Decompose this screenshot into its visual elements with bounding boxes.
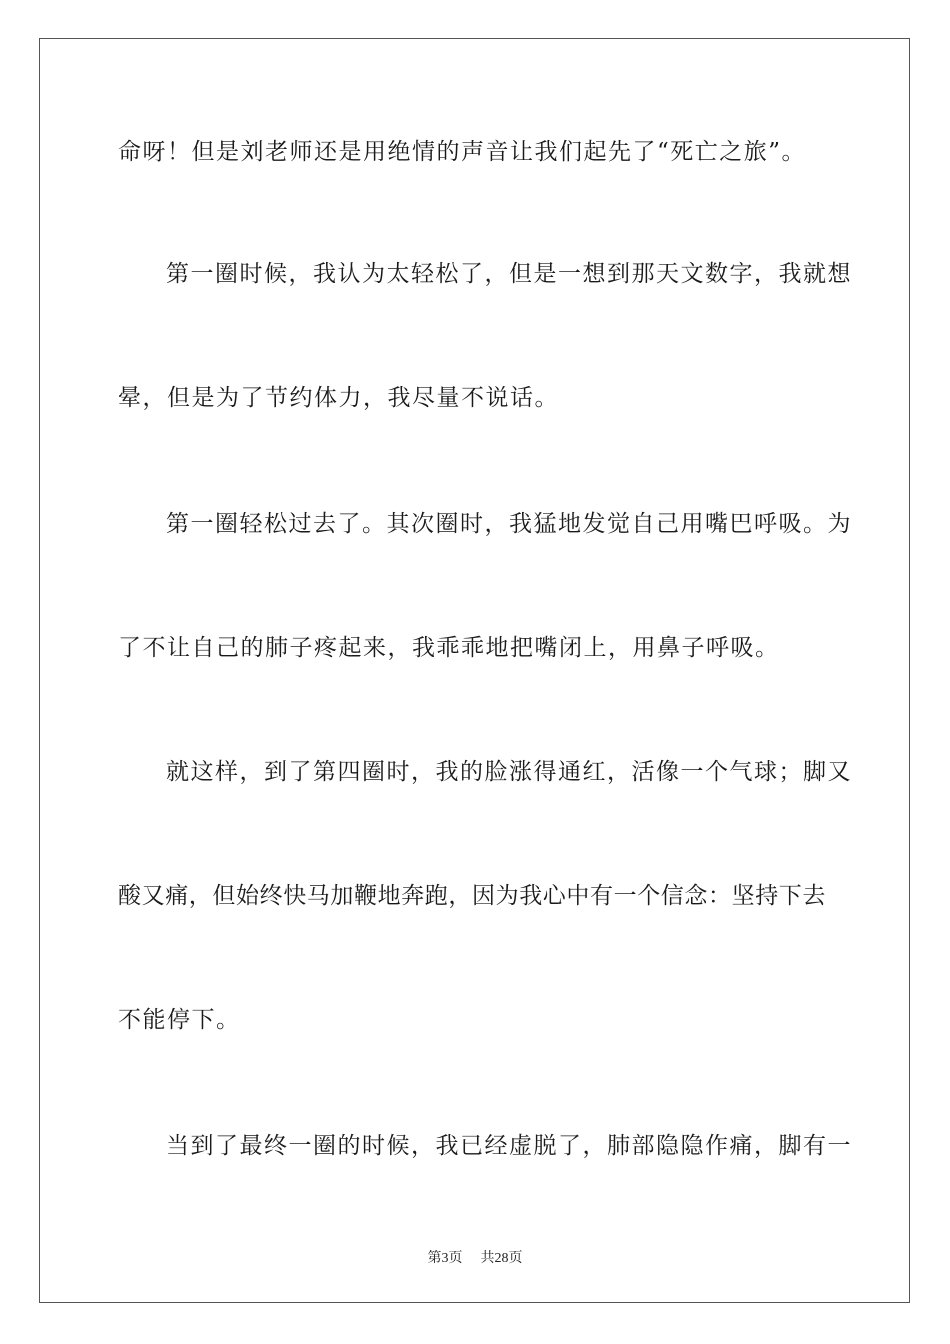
text-line-8: 不能停下。 xyxy=(118,1007,241,1033)
page-number: 第3页 xyxy=(427,1251,463,1266)
text-line-7: 酸又痛，但始终快马加鞭地奔跑，因为我心中有一个信念：坚持下去 xyxy=(118,883,826,909)
text-line-5: 了不让自己的肺子疼起来，我乖乖地把嘴闭上，用鼻子呼吸。 xyxy=(118,635,780,661)
text-line-9: 当到了最终一圈的时候，我已经虚脱了，肺部隐隐作痛，脚有一 xyxy=(166,1133,852,1159)
text-line-2: 第一圈时候，我认为太轻松了，但是一想到那天文数字，我就想 xyxy=(166,261,852,287)
text-line-3: 晕，但是为了节约体力，我尽量不说话。 xyxy=(118,385,559,411)
page-frame xyxy=(39,38,910,1303)
text-line-4: 第一圈轻松过去了。其次圈时，我猛地发觉自己用嘴巴呼吸。为 xyxy=(166,511,852,537)
page-total: 共28页 xyxy=(480,1251,523,1266)
text-line-1: 命呀！但是刘老师还是用绝情的声音让我们起先了“死亡之旅”。 xyxy=(118,139,807,165)
page-footer xyxy=(0,1247,950,1267)
text-line-6: 就这样，到了第四圈时，我的脸涨得通红，活像一个气球；脚又 xyxy=(166,759,852,785)
